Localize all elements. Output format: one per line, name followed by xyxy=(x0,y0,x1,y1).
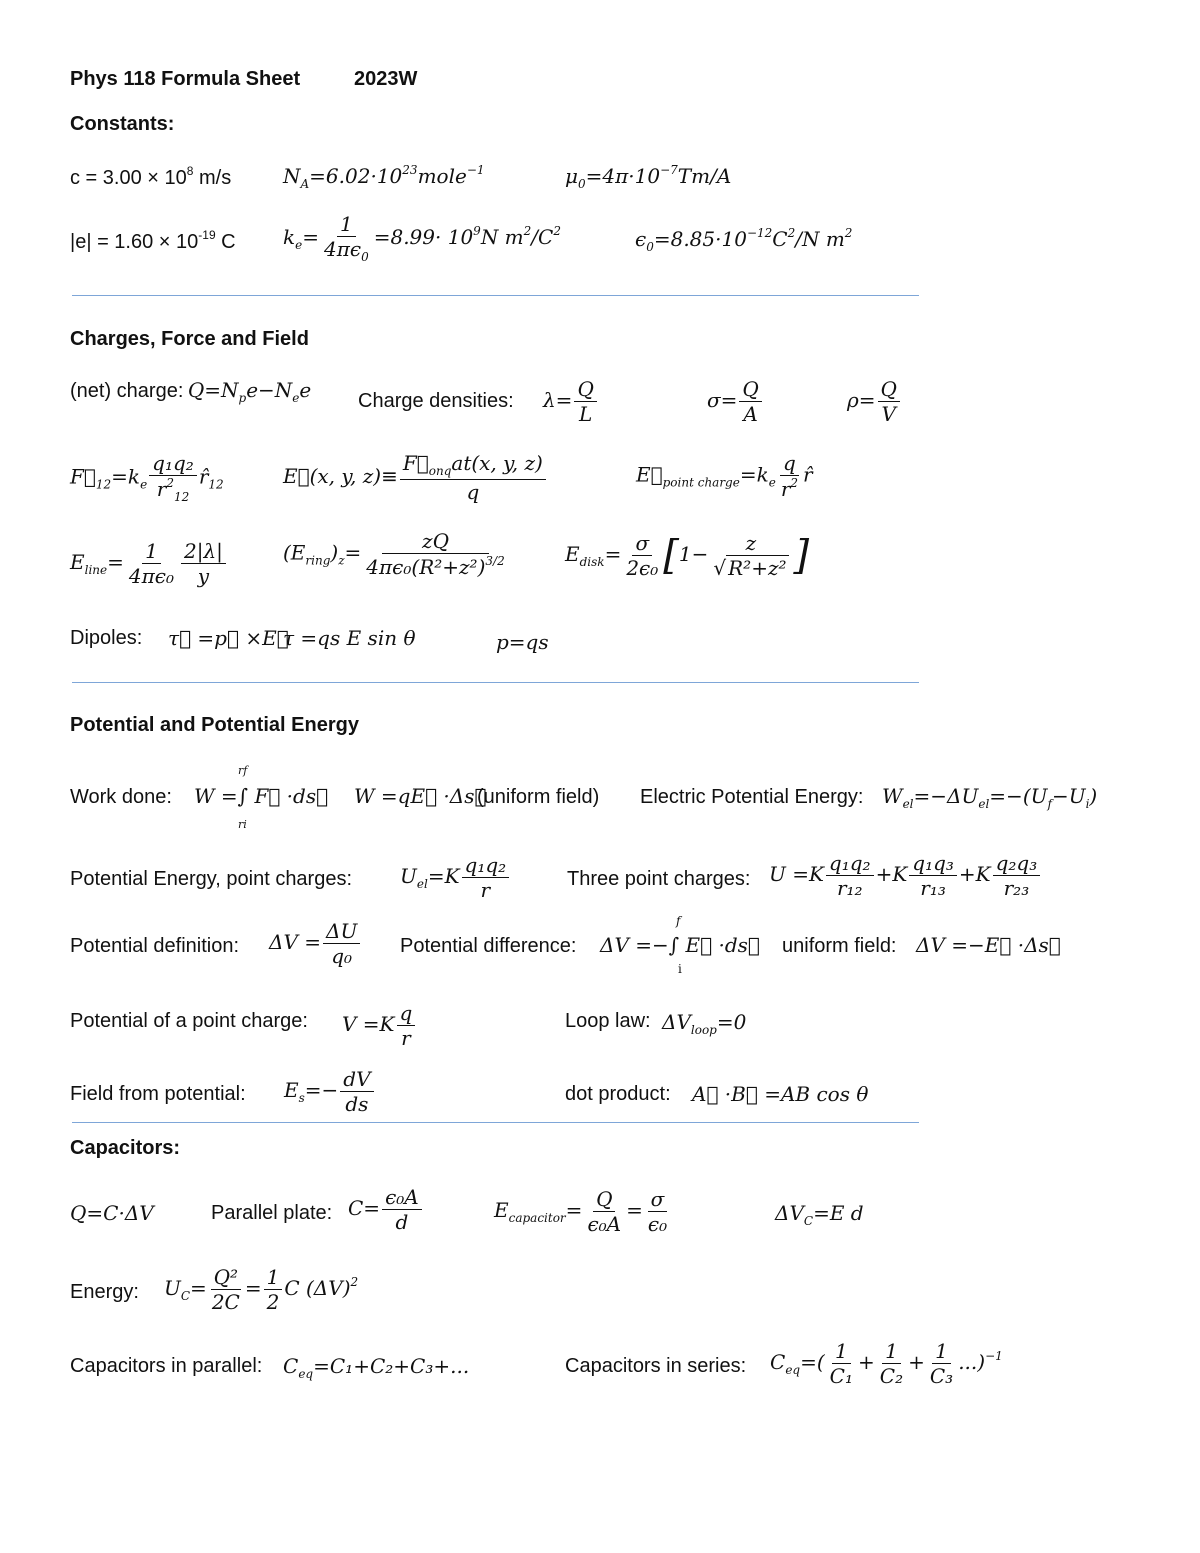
section-charges: Charges, Force and Field xyxy=(70,328,309,350)
efield-point-charge: $E⃗_{point charge}=k_e$ $\frac{q}{r^2}$ r̂ xyxy=(636,451,813,501)
section-constants: Constants: xyxy=(70,113,175,135)
densities-label: Charge densities: xyxy=(358,390,514,412)
pe-label: Potential Energy, point charges: xyxy=(70,868,353,890)
dipole-torque-vector: τ⃗ =p⃗ ×E⃗ xyxy=(168,626,289,650)
capacitance-definition: Q=C·ΔV xyxy=(70,1201,154,1225)
three-charges-formula: U =K $\frac{\text{q₁q₂}}{\text{r₁₂}}$ +K $\frac{\text{q₁q₃}}{\text{r₁₃}}$ +K $\frac{\text{q₂q₃}}{\text{r₂₃}}$ xyxy=(769,852,1042,899)
series-formula: $C_{eq}=$( $\frac{1}{\text{C₁}}$ + $\frac{1}{\text{C₂}}$ + $\frac{1}{\text{C₃}}$ ...)$^{-1}$ xyxy=(770,1339,1003,1388)
avogadro-number: $N_A=6.02\cdot 10^{23}mole^{-1}$ xyxy=(283,163,485,191)
parallel-plate-formula: C= $\frac{\text{ϵ₀A}}{d}$ xyxy=(348,1186,424,1233)
epsilon-zero: $\epsilon_0=8.85\cdot 10^{-12}C^2/N$ $m^2$ xyxy=(635,226,853,254)
work-uniform-note: (uniform field) xyxy=(477,786,600,808)
divider-3 xyxy=(72,1122,919,1123)
section-capacitors: Capacitors: xyxy=(70,1137,181,1159)
loop-formula: $\Delta V_{loop}=0$ xyxy=(662,1010,747,1037)
diff-formula: ΔV =−∫ E⃗ ·ds⃗ xyxy=(600,933,760,957)
energy-formula: $U_C=$ $\frac{\text{Q²}}{2C}$ = $\frac{1}{2}$ C $(\Delta V)^2$ xyxy=(164,1265,359,1314)
electron-charge: $|e| = 1.60 \times 10^{-19}$ C xyxy=(70,228,236,253)
section-potential: Potential and Potential Energy xyxy=(70,714,359,736)
divider-2 xyxy=(72,682,919,683)
work-integral: W =∫ F⃗ ·ds⃗ xyxy=(194,784,329,808)
field-potential-label: Field from potential: xyxy=(70,1083,246,1105)
uniform-formula: ΔV =−E⃗ ·Δs⃗ xyxy=(916,933,1061,957)
parallel-formula: $C_{eq}=C_1+C_2+C_3+$... xyxy=(283,1354,470,1381)
net-charge: (net) charge: $Q=N_pe-N_ee$ xyxy=(70,378,312,405)
capacitor-voltage: $\Delta V_C=E$ d xyxy=(775,1201,864,1228)
diff-label: Potential difference: xyxy=(400,935,577,957)
sheet-title: Phys 118 Formula Sheet xyxy=(70,68,301,90)
lambda-density: λ= $\frac{Q}{L}$ xyxy=(543,378,599,425)
dipole-torque-magnitude: τ =qs E sin θ xyxy=(283,626,416,650)
divider-1 xyxy=(72,295,919,296)
sigma-density: σ= $\frac{Q}{A}$ xyxy=(707,378,764,425)
point-potential-label: Potential of a point charge: xyxy=(70,1010,308,1032)
series-label: Capacitors in series: xyxy=(565,1355,747,1377)
epe-formula: $W_{el}=-\Delta U_{el}=-(U_f-U_i)$ xyxy=(882,784,1098,811)
efield-disk: $E_{disk}=$ $\frac{\sigma}{\text{2ϵ₀}}$ [1− $\frac{z}{\text{√ R²+z²}}$ ] xyxy=(565,531,810,580)
work-integral-lower: ri xyxy=(238,818,247,831)
diff-lower: i xyxy=(678,962,682,976)
efield-definition: E⃗(x, y, z)≡ $\frac{F⃗_{onq}at(x, y, z)}{q}$ xyxy=(283,452,548,503)
parallel-plate-label: Parallel plate: xyxy=(211,1202,333,1224)
rho-density: ρ= $\frac{Q}{V}$ xyxy=(847,378,902,425)
capacitor-field: $E_{capacitor}=$ $\frac{Q}{\text{ϵ₀A}}$ = $\frac{\sigma}{\text{ϵ₀}}$ xyxy=(494,1187,668,1236)
energy-label: Energy: xyxy=(70,1281,139,1303)
speed-of-light: $c = 3.00 \times 10^8$ m/s xyxy=(70,164,232,189)
uniform-label: uniform field: xyxy=(782,935,897,957)
epe-label: Electric Potential Energy: xyxy=(640,786,864,808)
dot-formula: A⃗ ·B⃗ =AB cos θ xyxy=(692,1082,869,1106)
sheet-term: 2023W xyxy=(354,68,418,90)
work-label: Work done: xyxy=(70,786,172,808)
field-potential-formula: $E_s=-$ $\frac{dV}{ds}$ xyxy=(284,1068,376,1115)
dot-label: dot product: xyxy=(565,1083,671,1105)
coulomb-force: $F⃗_{12}=k_e$ $\frac{\text{q₁q₂}}{r^2_{12}}$ $r̂_{12}$ xyxy=(70,451,224,504)
work-uniform: W =qE⃗ ·Δs⃗ xyxy=(354,784,487,808)
page-title xyxy=(70,68,300,91)
parallel-label: Capacitors in parallel: xyxy=(70,1355,263,1377)
def-formula: ΔV = $\frac{\Delta U}{\text{q₀}}$ xyxy=(269,920,362,967)
pe-formula: $U_{el}=K$ $\frac{\text{q₁q₂}}{r}$ xyxy=(400,854,511,901)
three-charges-label: Three point charges: xyxy=(567,868,751,890)
efield-ring: $(E_{ring})_z=$ $\frac{zQ}{4\pi\epsilon_0(R^2+z^2)^{3/2}}$ xyxy=(283,529,505,579)
def-label: Potential definition: xyxy=(70,935,240,957)
coulomb-constant: $k_e=$ $\frac{1}{4\pi\epsilon_0}$ $=8.99\cdot 10^9N$ $m^2/C^2$ xyxy=(283,212,561,264)
point-potential-formula: V =K $\frac{q}{r}$ xyxy=(342,1002,417,1049)
diff-upper: f xyxy=(676,914,681,928)
loop-label: Loop law: xyxy=(565,1010,651,1032)
dipoles-label: Dipoles: xyxy=(70,627,143,649)
mu-zero: $\mu_0=4\pi\cdot 10^{-7}Tm/A$ xyxy=(565,163,732,191)
efield-line: $E_{line}=$ $\frac{1}{\text{4πϵ₀}}$ $\frac{2|\lambda|}{y}$ xyxy=(70,540,228,587)
dipole-moment: p=qs xyxy=(496,630,549,654)
